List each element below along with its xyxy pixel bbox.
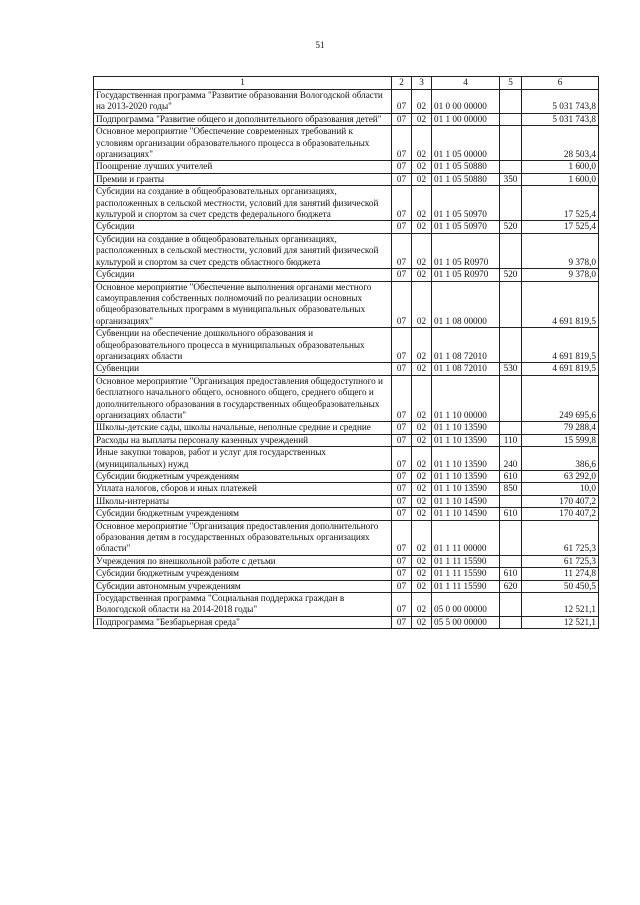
row-subsection: 02	[412, 568, 432, 580]
row-name: Подпрограмма "Развитие общего и дополнительного образования детей"	[94, 113, 392, 125]
row-amount: 9 378,0	[522, 233, 599, 268]
row-section: 07	[392, 363, 412, 375]
row-subsection: 02	[412, 520, 432, 555]
row-subsection: 02	[412, 186, 432, 221]
row-name: Субсидии на создание в общеобразовательных организациях, расположенных в сельской местности, условий для занятий физической культурой и спортом за счет средств областного бюджета	[94, 233, 392, 268]
row-section: 07	[392, 422, 412, 434]
header-section: 2	[392, 77, 412, 90]
row-expense-type: 850	[500, 483, 522, 495]
row-section: 07	[392, 580, 412, 592]
row-name: Поощрение лучших учителей	[94, 161, 392, 173]
row-subsection: 02	[412, 328, 432, 363]
row-target-article: 01 1 11 00000	[432, 520, 500, 555]
row-name: Субсидии автономным учреждениям	[94, 580, 392, 592]
row-amount: 4 691 819,5	[522, 328, 599, 363]
row-amount: 79 288,4	[522, 422, 599, 434]
row-subsection: 02	[412, 221, 432, 233]
row-name: Субсидии бюджетным учреждениям	[94, 471, 392, 483]
row-target-article: 01 1 05 50880	[432, 173, 500, 185]
header-target-article: 4	[432, 77, 500, 90]
table-row	[94, 375, 599, 422]
row-amount: 170 407,2	[522, 495, 599, 507]
table-row	[94, 161, 599, 173]
row-expense-type: 620	[500, 580, 522, 592]
row-target-article: 01 1 10 13590	[432, 434, 500, 446]
row-name: Субсидии бюджетным учреждениям	[94, 568, 392, 580]
table-row	[94, 520, 599, 555]
row-target-article: 01 1 08 72010	[432, 363, 500, 375]
row-subsection: 02	[412, 495, 432, 507]
row-target-article: 01 1 10 13590	[432, 447, 500, 471]
table-row	[94, 483, 599, 495]
row-target-article: 01 1 10 14590	[432, 495, 500, 507]
row-section: 07	[392, 375, 412, 422]
row-name: Субсидии на создание в общеобразовательных организациях, расположенных в сельской местности, условий для занятий физической культурой и спортом за счет средств федерального бюджета	[94, 186, 392, 221]
row-target-article: 01 1 10 13590	[432, 422, 500, 434]
row-subsection: 02	[412, 126, 432, 161]
row-target-article: 01 1 05 R0970	[432, 233, 500, 268]
table-row	[94, 173, 599, 185]
row-name: Субвенции на обеспечение дошкольного образования и общеобразовательного процесса в муниципальных образовательных организациях области	[94, 328, 392, 363]
row-target-article: 01 0 00 00000	[432, 90, 500, 114]
table-row	[94, 113, 599, 125]
row-name: Уплата налогов, сборов и иных платежей	[94, 483, 392, 495]
row-section: 07	[392, 568, 412, 580]
row-subsection: 02	[412, 233, 432, 268]
row-subsection: 02	[412, 593, 432, 617]
row-section: 07	[392, 434, 412, 446]
row-name: Основное мероприятие "Обеспечение выполнения органами местного самоуправления собственных полномочий по реализации основных общеобразовательных программ в муниципальных образовательных организациях"	[94, 281, 392, 328]
row-expense-type	[500, 422, 522, 434]
row-name: Школы-интернаты	[94, 495, 392, 507]
row-amount: 9 378,0	[522, 269, 599, 281]
row-section: 07	[392, 233, 412, 268]
header-expense-type: 5	[500, 77, 522, 90]
row-subsection: 02	[412, 555, 432, 567]
row-expense-type	[500, 186, 522, 221]
row-target-article: 01 1 10 00000	[432, 375, 500, 422]
table-body	[94, 90, 599, 629]
row-name: Субсидии	[94, 221, 392, 233]
row-section: 07	[392, 269, 412, 281]
row-expense-type	[500, 495, 522, 507]
row-subsection: 02	[412, 375, 432, 422]
row-name: Государственная программа "Развитие образования Вологодской области на 2013-2020 годы"	[94, 90, 392, 114]
row-section: 07	[392, 281, 412, 328]
row-subsection: 02	[412, 161, 432, 173]
row-target-article: 05 0 00 00000	[432, 593, 500, 617]
row-subsection: 02	[412, 281, 432, 328]
page-number: 51	[315, 40, 325, 50]
row-subsection: 02	[412, 471, 432, 483]
header-subsection: 3	[412, 77, 432, 90]
row-amount: 5 031 743,8	[522, 90, 599, 114]
row-expense-type: 520	[500, 269, 522, 281]
table-row	[94, 495, 599, 507]
row-target-article: 01 1 08 00000	[432, 281, 500, 328]
table-row	[94, 233, 599, 268]
table-row	[94, 568, 599, 580]
row-subsection: 02	[412, 483, 432, 495]
row-section: 07	[392, 593, 412, 617]
table-row	[94, 471, 599, 483]
table-row	[94, 555, 599, 567]
row-target-article: 01 1 05 50880	[432, 161, 500, 173]
row-subsection: 02	[412, 508, 432, 520]
row-expense-type	[500, 328, 522, 363]
row-expense-type	[500, 375, 522, 422]
row-expense-type	[500, 593, 522, 617]
row-amount: 63 292,0	[522, 471, 599, 483]
table-row	[94, 422, 599, 434]
table-row	[94, 508, 599, 520]
header-name: 1	[94, 77, 392, 90]
row-amount: 11 274,8	[522, 568, 599, 580]
table-row	[94, 447, 599, 471]
row-name: Расходы на выплаты персоналу казенных учреждений	[94, 434, 392, 446]
row-expense-type: 350	[500, 173, 522, 185]
row-target-article: 01 1 05 50970	[432, 186, 500, 221]
budget-table	[93, 76, 599, 629]
row-name: Субвенции	[94, 363, 392, 375]
row-amount: 386,6	[522, 447, 599, 471]
row-name: Подпрограмма "Безбарьерная среда"	[94, 616, 392, 628]
row-expense-type: 610	[500, 471, 522, 483]
row-section: 07	[392, 221, 412, 233]
row-subsection: 02	[412, 269, 432, 281]
table-row	[94, 363, 599, 375]
row-target-article: 01 1 10 13590	[432, 483, 500, 495]
row-expense-type	[500, 233, 522, 268]
table-row	[94, 186, 599, 221]
row-target-article: 01 1 10 13590	[432, 471, 500, 483]
row-amount: 10,0	[522, 483, 599, 495]
row-name: Учреждения по внешкольной работе с детьми	[94, 555, 392, 567]
row-expense-type	[500, 90, 522, 114]
row-expense-type	[500, 161, 522, 173]
row-section: 07	[392, 161, 412, 173]
row-amount: 17 525,4	[522, 221, 599, 233]
row-expense-type	[500, 616, 522, 628]
row-section: 07	[392, 90, 412, 114]
row-section: 07	[392, 520, 412, 555]
row-expense-type	[500, 555, 522, 567]
row-amount: 12 521,1	[522, 593, 599, 617]
table-header-row	[94, 77, 599, 90]
row-subsection: 02	[412, 363, 432, 375]
row-expense-type	[500, 113, 522, 125]
row-name: Основное мероприятие "Организация предоставления дополнительного образования детям в государственных образовательных организациях области"	[94, 520, 392, 555]
row-expense-type: 530	[500, 363, 522, 375]
row-amount: 28 503,4	[522, 126, 599, 161]
row-subsection: 02	[412, 447, 432, 471]
row-section: 07	[392, 113, 412, 125]
table-row	[94, 221, 599, 233]
row-amount: 12 521,1	[522, 616, 599, 628]
row-target-article: 01 1 11 15590	[432, 568, 500, 580]
row-expense-type: 610	[500, 568, 522, 580]
row-name: Иные закупки товаров, работ и услуг для государственных (муниципальных) нужд	[94, 447, 392, 471]
row-name: Государственная программа "Социальная поддержка граждан в Вологодской области на 2014-2018 годы"	[94, 593, 392, 617]
row-target-article: 01 1 05 R0970	[432, 269, 500, 281]
row-section: 07	[392, 495, 412, 507]
row-subsection: 02	[412, 113, 432, 125]
row-target-article: 01 1 05 00000	[432, 126, 500, 161]
row-subsection: 02	[412, 422, 432, 434]
row-subsection: 02	[412, 90, 432, 114]
row-target-article: 01 1 11 15590	[432, 580, 500, 592]
table-row	[94, 616, 599, 628]
row-section: 07	[392, 555, 412, 567]
row-subsection: 02	[412, 173, 432, 185]
row-amount: 17 525,4	[522, 186, 599, 221]
row-section: 07	[392, 447, 412, 471]
table-row	[94, 269, 599, 281]
row-name: Субсидии	[94, 269, 392, 281]
row-amount: 61 725,3	[522, 520, 599, 555]
row-amount: 170 407,2	[522, 508, 599, 520]
row-expense-type	[500, 126, 522, 161]
row-target-article: 01 1 10 14590	[432, 508, 500, 520]
row-amount: 4 691 819,5	[522, 363, 599, 375]
table-row	[94, 434, 599, 446]
table-row	[94, 593, 599, 617]
row-amount: 249 695,6	[522, 375, 599, 422]
row-name: Премии и гранты	[94, 173, 392, 185]
row-amount: 4 691 819,5	[522, 281, 599, 328]
row-section: 07	[392, 328, 412, 363]
header-amount: 6	[522, 77, 599, 90]
row-target-article: 01 1 00 00000	[432, 113, 500, 125]
row-section: 07	[392, 508, 412, 520]
row-subsection: 02	[412, 580, 432, 592]
row-expense-type: 610	[500, 508, 522, 520]
row-name: Школы-детские сады, школы начальные, неполные средние и средние	[94, 422, 392, 434]
table-row	[94, 90, 599, 114]
row-expense-type	[500, 281, 522, 328]
row-expense-type: 240	[500, 447, 522, 471]
row-name: Основное мероприятие "Организация предоставления общедоступного и бесплатного начального общего, основного общего, среднего общего и дополнительного образования в государственных общеобразовательных организациях области"	[94, 375, 392, 422]
row-name: Субсидии бюджетным учреждениям	[94, 508, 392, 520]
row-amount: 50 450,5	[522, 580, 599, 592]
row-subsection: 02	[412, 616, 432, 628]
row-name: Основное мероприятие "Обеспечение современных требований к условиям организации образовательного процесса в образовательных организациях"	[94, 126, 392, 161]
row-section: 07	[392, 616, 412, 628]
row-target-article: 01 1 05 50970	[432, 221, 500, 233]
table-row	[94, 126, 599, 161]
row-amount: 1 600,0	[522, 161, 599, 173]
row-amount: 5 031 743,8	[522, 113, 599, 125]
row-target-article: 01 1 08 72010	[432, 328, 500, 363]
row-amount: 1 600,0	[522, 173, 599, 185]
row-subsection: 02	[412, 434, 432, 446]
row-section: 07	[392, 173, 412, 185]
row-section: 07	[392, 126, 412, 161]
row-expense-type	[500, 520, 522, 555]
row-target-article: 01 1 11 15590	[432, 555, 500, 567]
row-target-article: 05 5 00 00000	[432, 616, 500, 628]
row-amount: 15 599,8	[522, 434, 599, 446]
row-expense-type: 110	[500, 434, 522, 446]
table-row	[94, 580, 599, 592]
row-expense-type: 520	[500, 221, 522, 233]
table-row	[94, 328, 599, 363]
row-section: 07	[392, 186, 412, 221]
row-amount: 61 725,3	[522, 555, 599, 567]
row-section: 07	[392, 471, 412, 483]
table-row	[94, 281, 599, 328]
row-section: 07	[392, 483, 412, 495]
